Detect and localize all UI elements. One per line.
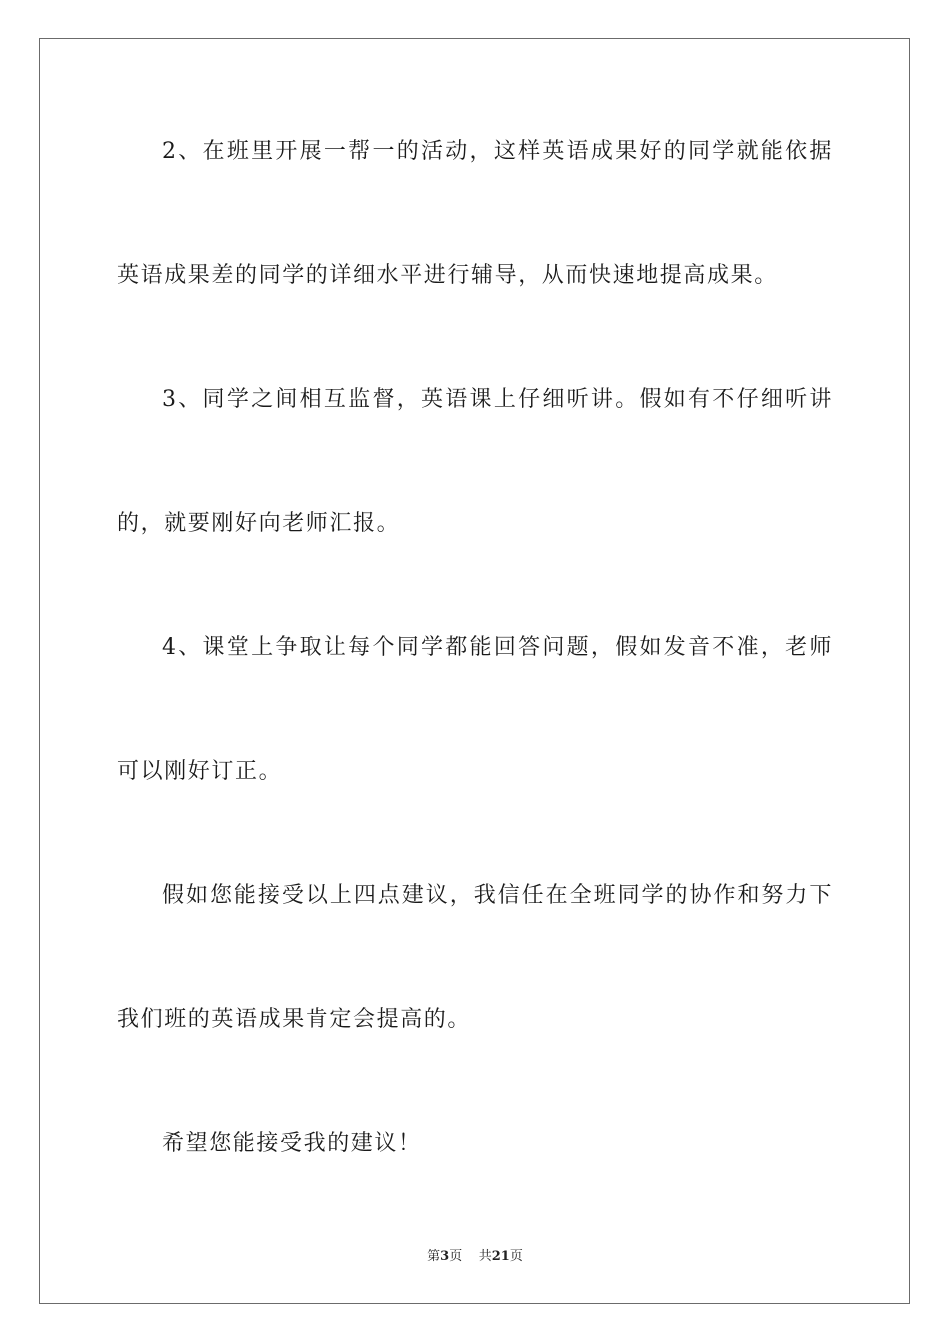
paragraph-1-line-1: 2、在班里开展一帮一的活动，这样英语成果好的同学就能依据 — [162, 139, 833, 164]
paragraph-3-line-1: 4、课堂上争取让每个同学都能回答问题，假如发音不准，老师 — [162, 635, 833, 660]
footer-page-suffix: 页 — [449, 1249, 463, 1264]
paragraph-4-line-2: 我们班的英语成果肯定会提高的。 — [117, 1007, 472, 1032]
footer-page-number: 3 — [440, 1249, 450, 1264]
page-border — [39, 38, 910, 1304]
paragraph-3-line-2: 可以刚好订正。 — [117, 759, 283, 784]
footer-page-prefix: 第 — [427, 1249, 441, 1264]
paragraph-2-line-1: 3、同学之间相互监督，英语课上仔细听讲。假如有不仔细听讲 — [162, 387, 833, 412]
paragraph-2-line-2: 的，就要刚好向老师汇报。 — [117, 511, 401, 536]
paragraph-4-line-1: 假如您能接受以上四点建议，我信任在全班同学的协作和努力下 — [162, 883, 833, 908]
footer-total-pages: 21 — [491, 1249, 510, 1264]
paragraph-5-line-1: 希望您能接受我的建议！ — [162, 1131, 422, 1156]
paragraph-1-line-2: 英语成果差的同学的详细水平进行辅导，从而快速地提高成果。 — [117, 263, 778, 288]
footer-total-prefix: 共 — [478, 1249, 492, 1264]
page-footer — [0, 1248, 950, 1266]
footer-total-suffix: 页 — [509, 1249, 523, 1264]
